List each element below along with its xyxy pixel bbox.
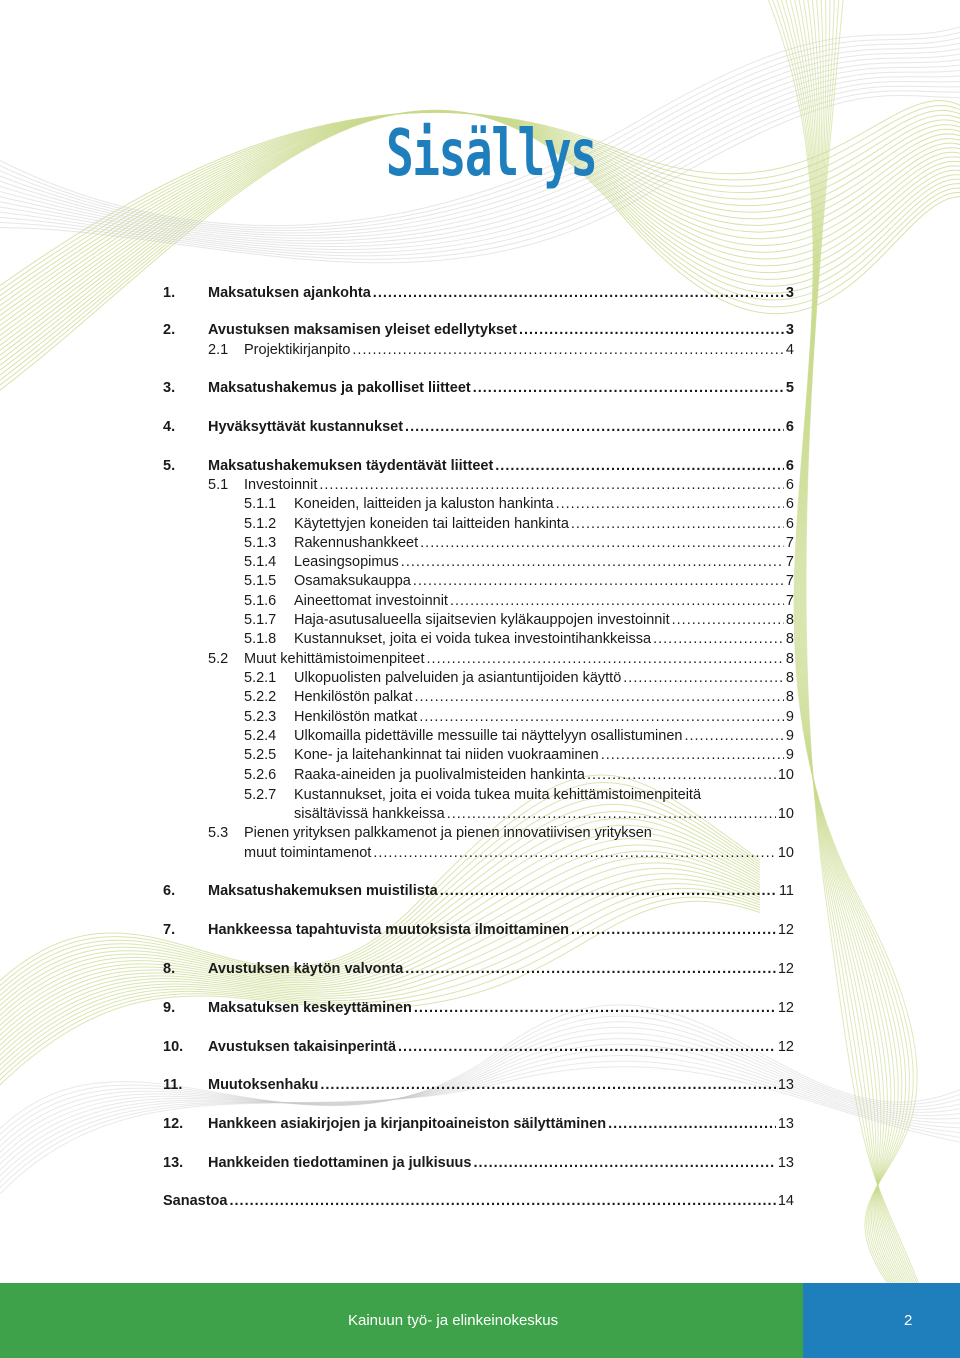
toc-number: 5.1.6 — [244, 593, 277, 609]
toc-leader — [447, 805, 776, 823]
toc-leader — [405, 418, 784, 436]
toc-entry[interactable] — [244, 515, 794, 533]
toc-entry[interactable] — [294, 805, 794, 823]
toc-label: Hankkeen asiakirjojen ja kirjanpitoaineiston säilyttäminen — [208, 1116, 607, 1132]
toc-entry-first-line[interactable] — [208, 824, 652, 842]
toc-page: 6 — [785, 477, 794, 493]
toc-entry[interactable] — [163, 1115, 794, 1133]
toc-page: 6 — [785, 496, 794, 512]
toc-number: 5.1.1 — [244, 496, 277, 512]
toc-entry[interactable] — [208, 476, 794, 494]
toc-entry[interactable] — [244, 630, 794, 648]
toc-page: 3 — [785, 285, 794, 301]
toc-entry[interactable] — [208, 341, 794, 359]
toc-page: 12 — [777, 1000, 794, 1016]
toc-number: 5.1.5 — [244, 573, 277, 589]
toc-number: 5. — [163, 458, 176, 474]
toc-page: 6 — [785, 516, 794, 532]
toc-page: 13 — [777, 1077, 794, 1093]
toc-leader — [440, 882, 777, 900]
toc-number: 5.1.2 — [244, 516, 277, 532]
toc-entry[interactable] — [163, 999, 794, 1017]
toc-leader — [473, 379, 784, 397]
toc-entry[interactable] — [244, 572, 794, 590]
toc-label: Rakennushankkeet — [294, 535, 419, 551]
toc-page: 12 — [777, 922, 794, 938]
toc-number: 5.1 — [208, 477, 229, 493]
toc-number: 5.2.3 — [244, 709, 277, 725]
toc-entry[interactable] — [244, 611, 794, 629]
toc-page: 8 — [785, 651, 794, 667]
toc-page: 12 — [777, 961, 794, 977]
toc-label: Sanastoa — [163, 1193, 228, 1209]
toc-label: Käytettyjen koneiden tai laitteiden hankinta — [294, 516, 569, 532]
toc-label: Kustannukset, joita ei voida tukea muita kehittämistoimenpiteitä — [294, 787, 702, 803]
toc-label: Hankkeessa tapahtuvista muutoksista ilmoittaminen — [208, 922, 569, 938]
page-title: Sisällys — [386, 117, 597, 191]
toc-page: 8 — [785, 689, 794, 705]
toc-leader — [415, 688, 784, 706]
toc-entry[interactable] — [163, 284, 794, 302]
toc-label: Kone- ja laitehankinnat tai niiden vuokraaminen — [294, 747, 599, 763]
toc-label: Projektikirjanpito — [244, 342, 351, 358]
toc-leader — [672, 611, 784, 629]
toc-page: 9 — [785, 709, 794, 725]
toc-page: 8 — [785, 612, 794, 628]
toc-leader — [373, 284, 784, 302]
toc-leader — [608, 1115, 776, 1133]
footer-page-block — [803, 1283, 960, 1358]
toc-entry[interactable] — [163, 457, 794, 475]
toc-entry[interactable] — [244, 727, 794, 745]
toc-number: 4. — [163, 419, 176, 435]
toc-entry[interactable] — [244, 766, 794, 784]
toc-label: Maksatushakemuksen täydentävät liitteet — [208, 458, 494, 474]
toc-entry[interactable] — [244, 746, 794, 764]
toc-number: 5.3 — [208, 825, 229, 841]
toc-page: 6 — [785, 419, 794, 435]
toc-leader — [684, 727, 783, 745]
toc-leader — [587, 766, 776, 784]
toc-label: Avustuksen maksamisen yleiset edellytykset — [208, 322, 517, 338]
toc-label: Pienen yrityksen palkkamenot ja pienen innovatiivisen yrityksen — [244, 825, 652, 841]
toc-label: Avustuksen käytön valvonta — [208, 961, 404, 977]
toc-number: 5.2.4 — [244, 728, 277, 744]
toc-entry[interactable] — [163, 882, 794, 900]
toc-number: 2. — [163, 322, 176, 338]
toc-number: 3. — [163, 380, 176, 396]
toc-page: 6 — [785, 458, 794, 474]
toc-label: Maksatuksen keskeyttäminen — [208, 1000, 412, 1016]
toc-entry[interactable] — [208, 650, 794, 668]
toc-number: 5.2.6 — [244, 767, 277, 783]
toc-number: 9. — [163, 1000, 176, 1016]
toc-leader — [414, 999, 776, 1017]
toc-label: Leasingsopimus — [294, 554, 399, 570]
toc-leader — [413, 572, 784, 590]
toc-number: 6. — [163, 883, 176, 899]
toc-page: 8 — [785, 631, 794, 647]
toc-page: 7 — [785, 535, 794, 551]
toc-leader — [420, 534, 784, 552]
toc-label: Raaka-aineiden ja puolivalmisteiden hankinta — [294, 767, 585, 783]
toc-leader — [556, 495, 784, 513]
toc-leader — [473, 1154, 775, 1172]
toc-number: 5.2.1 — [244, 670, 277, 686]
toc-label: Muut kehittämistoimenpiteet — [244, 651, 425, 667]
toc-leader — [320, 1076, 775, 1094]
toc-label: Osamaksukauppa — [294, 573, 411, 589]
toc-leader — [401, 553, 784, 571]
toc-label: Ulkomailla pidettäville messuille tai näyttelyyn osallistuminen — [294, 728, 683, 744]
toc-entry[interactable] — [163, 1076, 794, 1094]
toc-page: 13 — [777, 1155, 794, 1171]
toc-entry[interactable] — [244, 592, 794, 610]
toc-leader — [398, 1038, 776, 1056]
toc-entry[interactable] — [244, 669, 794, 687]
toc-entry[interactable] — [163, 321, 794, 339]
toc-number: 5.1.7 — [244, 612, 277, 628]
toc-leader — [427, 650, 784, 668]
toc-leader — [229, 1192, 775, 1210]
toc-entry[interactable] — [163, 921, 794, 939]
toc-entry-first-line[interactable] — [244, 786, 701, 804]
toc-label: Hankkeiden tiedottaminen ja julkisuus — [208, 1155, 472, 1171]
toc-number: 11. — [163, 1077, 183, 1093]
toc-entry[interactable] — [244, 708, 794, 726]
toc-page: 8 — [785, 670, 794, 686]
toc-label-continued: sisältävissä hankkeissa — [294, 806, 445, 822]
toc-page: 13 — [777, 1116, 794, 1132]
footer-organization: Kainuun työ- ja elinkeinokeskus — [348, 1312, 559, 1329]
toc-number: 7. — [163, 922, 176, 938]
toc-label-continued: muut toimintamenot — [244, 845, 372, 861]
toc-entry[interactable] — [163, 1192, 794, 1210]
toc-entry[interactable] — [244, 553, 794, 571]
toc-page: 14 — [777, 1193, 794, 1209]
toc-page: 10 — [777, 806, 794, 822]
toc-leader — [319, 476, 784, 494]
toc-number: 1. — [163, 285, 176, 301]
toc-number: 13. — [163, 1155, 184, 1171]
toc-label: Haja-asutusalueella sijaitsevien kyläkauppojen investoinnit — [294, 612, 670, 628]
toc-leader — [405, 960, 776, 978]
toc-label: Ulkopuolisten palveluiden ja asiantuntijoiden käyttö — [294, 670, 622, 686]
toc-page: 9 — [785, 728, 794, 744]
toc-entry[interactable] — [163, 418, 794, 436]
toc-number: 5.1.4 — [244, 554, 277, 570]
toc-number: 5.2.7 — [244, 787, 277, 803]
toc-page: 7 — [785, 593, 794, 609]
toc-page: 10 — [777, 845, 794, 861]
toc-page: 3 — [785, 322, 794, 338]
toc-label: Kustannukset, joita ei voida tukea investointihankkeissa — [294, 631, 652, 647]
toc-leader — [450, 592, 784, 610]
toc-entry[interactable] — [163, 379, 794, 397]
toc-page: 5 — [785, 380, 794, 396]
toc-leader — [571, 921, 776, 939]
toc-entry[interactable] — [244, 844, 794, 862]
toc-entry[interactable] — [163, 1154, 794, 1172]
toc-label: Maksatushakemus ja pakolliset liitteet — [208, 380, 471, 396]
toc-label: Hyväksyttävät kustannukset — [208, 419, 404, 435]
toc-entry[interactable] — [163, 1038, 794, 1056]
toc-number: 12. — [163, 1116, 184, 1132]
toc-page: 11 — [778, 883, 794, 899]
toc-entry[interactable] — [244, 534, 794, 552]
toc-page: 12 — [777, 1039, 794, 1055]
toc-leader — [495, 457, 784, 475]
toc-label: Maksatushakemuksen muistilista — [208, 883, 438, 899]
toc-page: 7 — [785, 554, 794, 570]
toc-number: 5.2.5 — [244, 747, 277, 763]
toc-label: Maksatuksen ajankohta — [208, 285, 371, 301]
toc-page: 4 — [785, 342, 794, 358]
toc-leader — [519, 321, 784, 339]
toc-number: 8. — [163, 961, 176, 977]
toc-entry[interactable] — [244, 495, 794, 513]
toc-number: 5.1.8 — [244, 631, 277, 647]
toc-label: Henkilöstön matkat — [294, 709, 418, 725]
toc-page: 9 — [785, 747, 794, 763]
toc-leader — [419, 708, 784, 726]
toc-leader — [373, 844, 776, 862]
toc-label: Muutoksenhaku — [208, 1077, 319, 1093]
toc-leader — [352, 341, 784, 359]
toc-leader — [571, 515, 784, 533]
toc-leader — [623, 669, 784, 687]
toc-leader — [653, 630, 784, 648]
toc-label: Avustuksen takaisinperintä — [208, 1039, 397, 1055]
toc-number: 5.1.3 — [244, 535, 277, 551]
toc-number: 5.2.2 — [244, 689, 277, 705]
toc-page: 10 — [777, 767, 794, 783]
toc-leader — [601, 746, 784, 764]
toc-entry[interactable] — [163, 960, 794, 978]
toc-label: Investoinnit — [244, 477, 318, 493]
toc-number: 2.1 — [208, 342, 229, 358]
toc-entry[interactable] — [244, 688, 794, 706]
footer-page-number: 2 — [904, 1312, 913, 1329]
toc-number: 10. — [163, 1039, 184, 1055]
toc-number: 5.2 — [208, 651, 229, 667]
toc-label: Koneiden, laitteiden ja kaluston hankinta — [294, 496, 554, 512]
toc-page: 7 — [785, 573, 794, 589]
toc-label: Aineettomat investoinnit — [294, 593, 448, 609]
toc-label: Henkilöstön palkat — [294, 689, 413, 705]
